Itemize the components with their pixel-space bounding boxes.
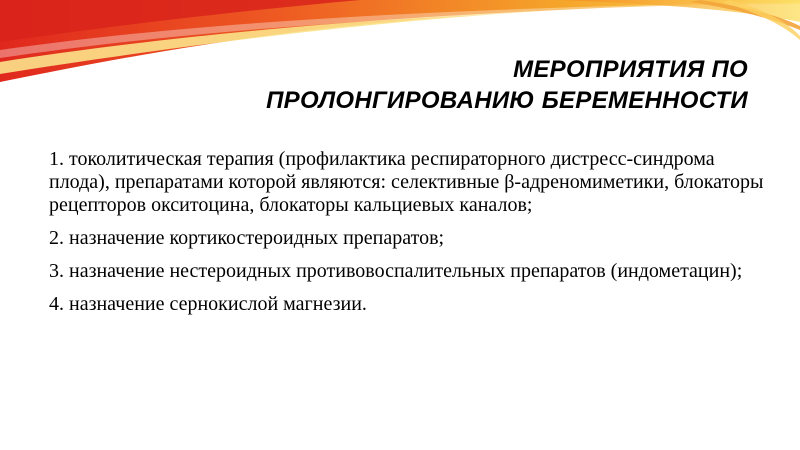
list-item: 3. назначение нестероидных противовоспалительных препаратов (индометацин); (49, 260, 743, 282)
title-line-2: ПРОЛОНГИРОВАНИЮ БЕРЕМЕННОСТИ (266, 87, 748, 114)
list-item: 4. назначение сернокислой магнезии. (49, 293, 367, 315)
list-item: 1. токолитическая терапия (профилактика респираторного дистресс-синдрома плода), препаратами которой являются: селективные β-адреномиметики, блокаторы рецепторов окситоцина, блокаторы кальциевых каналов; (49, 148, 764, 216)
measures-list (49, 148, 764, 326)
title-line-1: МЕРОПРИЯТИЯ ПО (513, 56, 748, 83)
list-item: 2. назначение кортикостероидных препаратов; (49, 227, 445, 249)
slide-title (108, 54, 748, 116)
